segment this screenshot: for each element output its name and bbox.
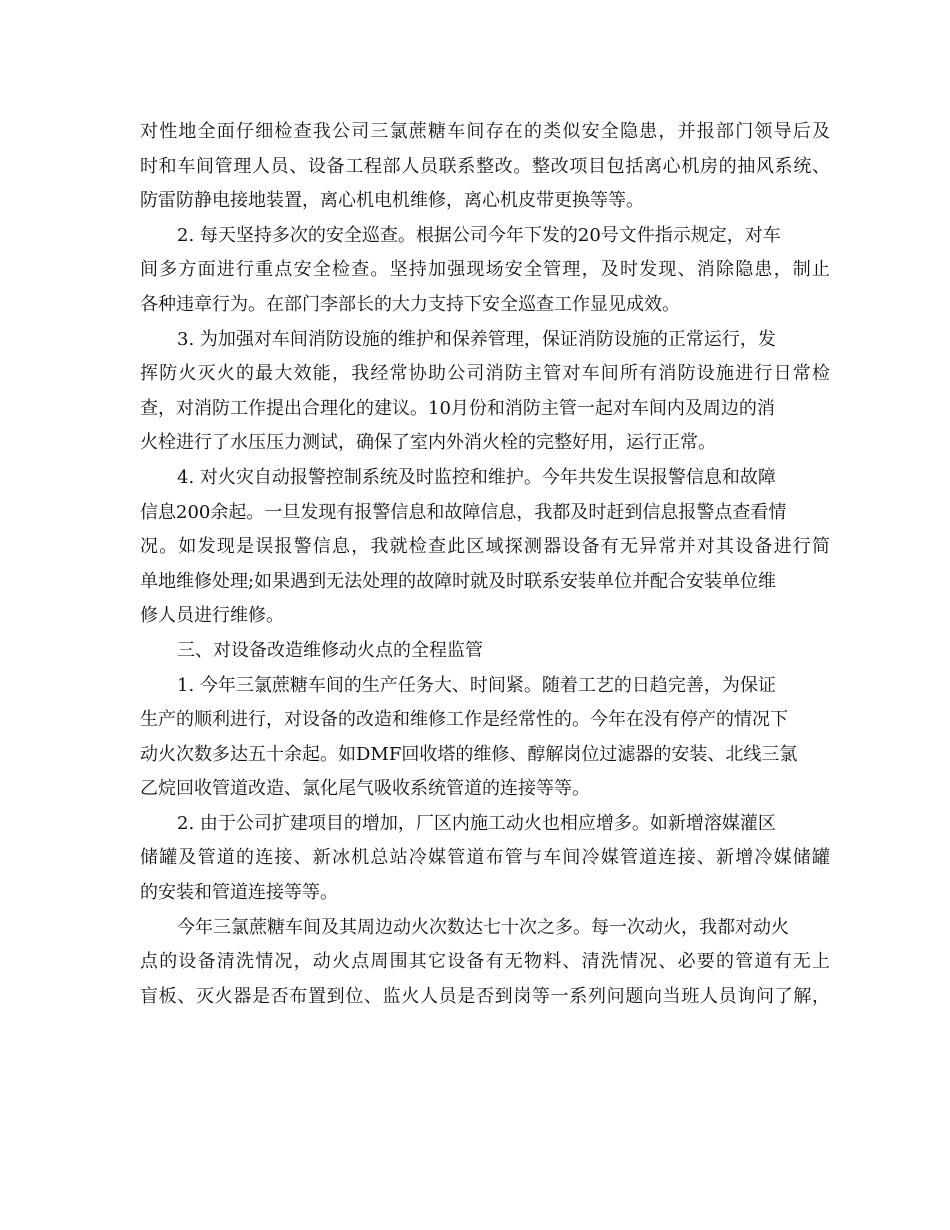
text-line: 间多方面进行重点安全检查。坚持加强现场安全管理，及时发现、消除隐患，制止 [140,259,830,281]
text-line: 点的设备清洗情况，动火点周围其它设备有无物料、清洗情况、必要的管道有无上 [140,951,830,973]
text-line: 对性地全面仔细检查我公司三氯蔗糖车间存在的类似安全隐患，并报部门领导后及 [140,121,830,142]
text-line: 修人员进行维修。 [140,605,284,627]
text-line: 时和车间管理人员、设备工程部人员联系整改。整改项目包括离心机房的抽风系统、 [140,155,830,177]
text-line: 况。如发现是误报警信息，我就检查此区域探测器设备有无异常并对其设备进行简 [140,536,830,558]
body-text [140,115,830,1014]
text-line: 2. 每天坚持多次的安全巡查。根据公司今年下发的20号文件指示规定，对车 [177,224,781,246]
text-line: 4. 对火灾自动报警控制系统及时监控和维护。今年共发生误报警信息和故障 [177,466,776,488]
text-line: 各种违章行为。在部门李部长的大力支持下安全巡查工作显见成效。 [140,293,680,315]
text-line: 挥防火灭火的最大效能，我经常协助公司消防主管对车间所有消防设施进行日常检 [140,363,830,385]
text-line: 储罐及管道的连接、新冰机总站冷媒管道布管与车间冷媒管道连接、新增冷媒储罐 [140,847,830,869]
text-line: 信息200余起。一旦发现有报警信息和故障信息，我都及时赶到信息报警点查看情 [140,501,787,523]
text-line: 3. 为加强对车间消防设施的维护和保养管理，保证消防设施的正常运行，发 [177,328,776,350]
text-line: 防雷防静电接地装置，离心机电机维修，离心机皮带更换等等。 [140,190,644,212]
text-line: 盲板、灭火器是否布置到位、监火人员是否到岗等一系列问题向当班人员询问了解， [140,985,830,1007]
text-line: 乙烷回收管道改造、氯化尾气吸收系统管道的连接等等。 [140,778,590,800]
text-line: 生产的顺利进行，对设备的改造和维修工作是经常性的。今年在没有停产的情况下 [140,709,788,731]
text-line: 查，对消防工作提出合理化的建议。10月份和消防主管一起对车间内及周边的消 [140,397,775,419]
text-line: 单地维修处理;如果遇到无法处理的故障时就及时联系安装单位并配合安装单位维 [140,570,777,592]
text-line: 的安装和管道连接等等。 [140,882,338,904]
text-line: 今年三氯蔗糖车间及其周边动火次数达七十次之多。每一次动火，我都对动火 [177,916,789,938]
text-line: 2. 由于公司扩建项目的增加，厂区内施工动火也相应增多。如新增溶媒灌区 [177,812,776,834]
text-line: 1. 今年三氯蔗糖车间的生产任务大、时间紧。随着工艺的日趋完善，为保证 [177,674,776,696]
text-line: 动火次数多达五十余起。如DMF回收塔的维修、醇解岗位过滤器的安装、北线三氯 [140,743,798,765]
text-line: 火栓进行了水压压力测试，确保了室内外消火栓的完整好用，运行正常。 [140,432,716,454]
section-heading: 三、对设备改造维修动火点的全程监管 [177,639,483,661]
